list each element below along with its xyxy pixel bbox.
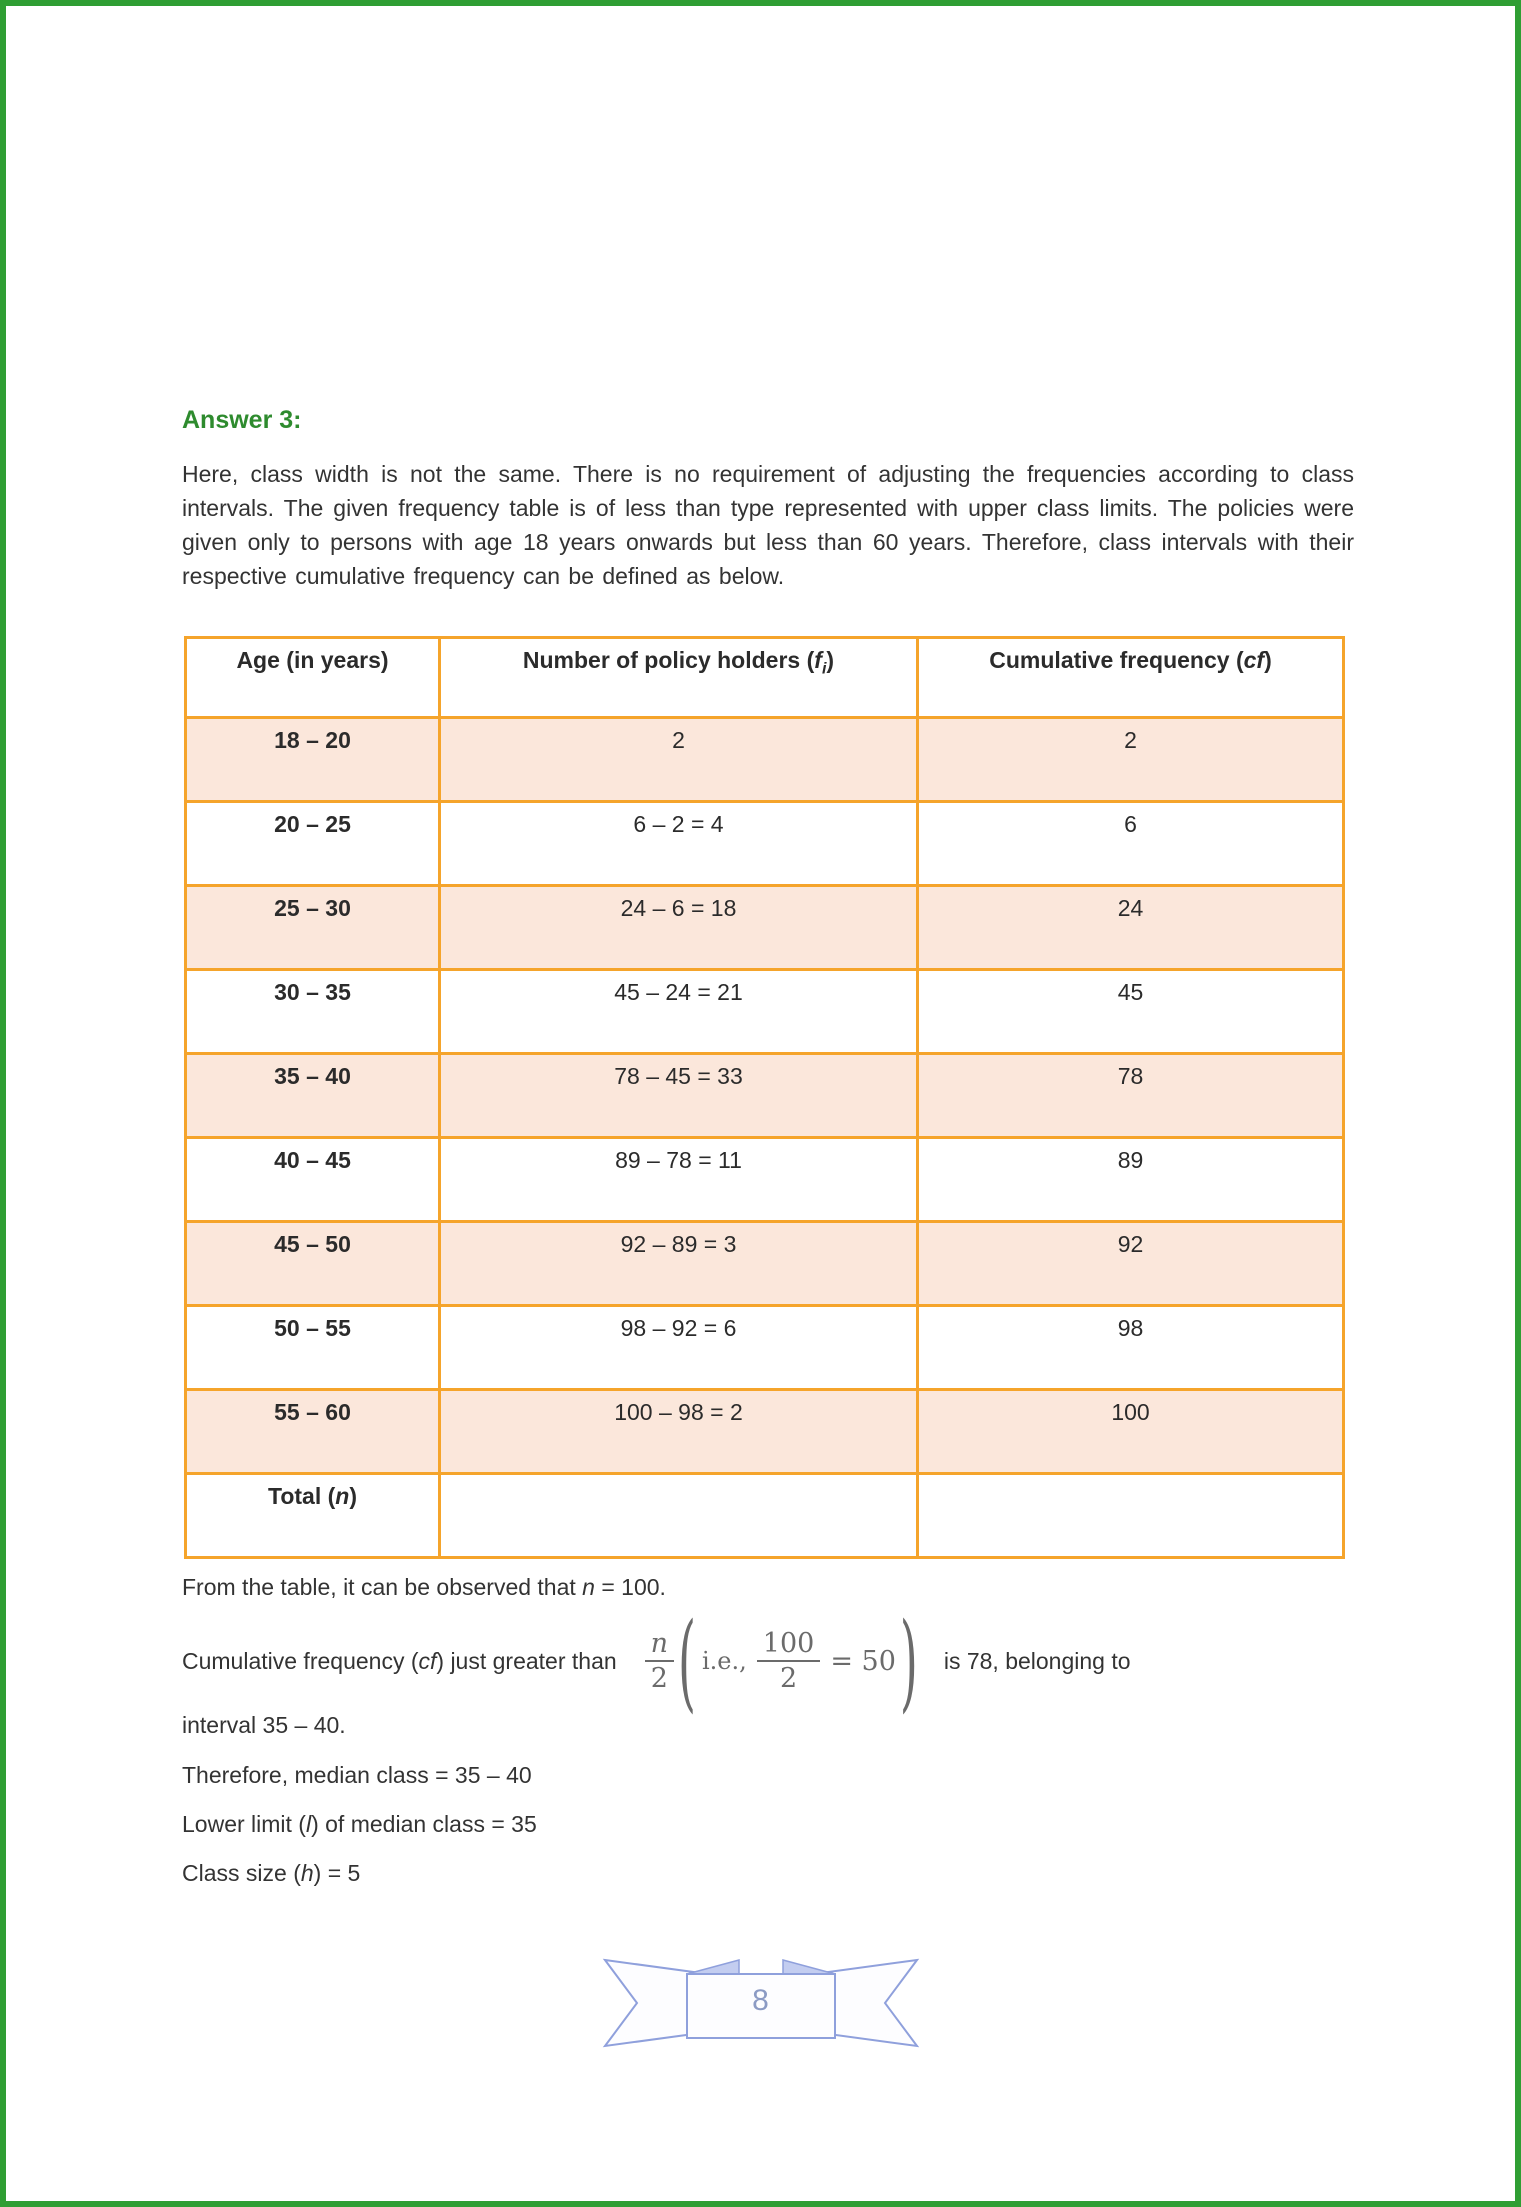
age-cell: 50 – 55 [186, 1306, 440, 1390]
total-cf-cell [918, 1474, 1344, 1558]
table-total-row [186, 1474, 1344, 1558]
age-cell: 18 – 20 [186, 718, 440, 802]
table-header-row [186, 638, 1344, 718]
table-row [186, 1306, 1344, 1390]
cf-sentence-row [182, 1598, 1372, 1724]
frequency-cell: 98 – 92 = 6 [440, 1306, 918, 1390]
cf-sentence-prefix: Cumulative frequency (cf) just greater than [182, 1647, 617, 1674]
frequency-cell: 24 – 6 = 18 [440, 886, 918, 970]
ie-label: i.e., [702, 1647, 747, 1675]
class-size-line: Class size (h) = 5 [182, 1860, 361, 1886]
frequency-cell: 100 – 98 = 2 [440, 1390, 918, 1474]
observation-line: From the table, it can be observed that n = 100. [182, 1574, 666, 1600]
frequency-cell: 2 [440, 718, 918, 802]
table-row [186, 1222, 1344, 1306]
header-cumulative-frequency: Cumulative frequency (cf) [918, 638, 1344, 718]
fraction-n-2 [645, 1628, 674, 1694]
cf-cell: 92 [918, 1222, 1344, 1306]
cumulative-frequency-table [184, 636, 1345, 1559]
header-policy-holders: Number of policy holders $(f_i)$ [440, 638, 918, 718]
age-cell: 40 – 45 [186, 1138, 440, 1222]
fraction-denominator: 2 [650, 1663, 668, 1694]
age-cell: 55 – 60 [186, 1390, 440, 1474]
table-row [186, 886, 1344, 970]
frequency-cell: 6 – 2 = 4 [440, 802, 918, 886]
page-number: 8 [752, 1984, 769, 2017]
cf-cell: 89 [918, 1138, 1344, 1222]
frequency-cell: 45 – 24 = 21 [440, 970, 918, 1054]
interval-line: interval 35 – 40. [182, 1712, 346, 1738]
frequency-cell: 89 – 78 = 11 [440, 1138, 918, 1222]
fraction-numerator: n [645, 1628, 674, 1662]
cf-cell: 78 [918, 1054, 1344, 1138]
total-frequency-cell [440, 1474, 918, 1558]
table-row [186, 718, 1344, 802]
age-cell: 25 – 30 [186, 886, 440, 970]
age-cell: 45 – 50 [186, 1222, 440, 1306]
open-paren: ( [678, 1598, 696, 1724]
fraction-numerator: 100 [757, 1628, 821, 1662]
frequency-cell: 78 – 45 = 33 [440, 1054, 918, 1138]
age-cell: 35 – 40 [186, 1054, 440, 1138]
intro-paragraph: Here, class width is not the same. There is no requirement of adjusting the frequencies according to class intervals. The given frequency table is of less than type represented with upper class limits. The policies were given only to persons with age 18 years onwards but less than 60 years. Therefore, class intervals with their respective cumulative frequency can be defined as below. [182, 461, 1354, 589]
table-row [186, 970, 1344, 1054]
cf-sentence-suffix: is 78, belonging to [943, 1647, 1131, 1674]
n-over-2-formula [645, 1598, 922, 1724]
fraction-100-2 [757, 1628, 821, 1694]
table-row [186, 1390, 1344, 1474]
equals-50: = 50 [830, 1645, 896, 1677]
cf-cell: 45 [918, 970, 1344, 1054]
answer-heading: Answer 3: [182, 406, 302, 434]
cf-cell: 24 [918, 886, 1344, 970]
lower-limit-line: Lower limit (l) of median class = 35 [182, 1811, 537, 1837]
page-number-banner [601, 1950, 921, 2050]
total-label-cell: Total (n) [186, 1474, 440, 1558]
age-cell: 20 – 25 [186, 802, 440, 886]
cf-cell: 6 [918, 802, 1344, 886]
cf-cell: 100 [918, 1390, 1344, 1474]
cf-cell: 2 [918, 718, 1344, 802]
median-class-line: Therefore, median class = 35 – 40 [182, 1762, 532, 1788]
close-paren: ) [899, 1598, 918, 1724]
table-row [186, 802, 1344, 886]
table-row [186, 1138, 1344, 1222]
fraction-denominator: 2 [779, 1663, 798, 1694]
table-row [186, 1054, 1344, 1138]
header-age: Age (in years) [186, 638, 440, 718]
age-cell: 30 – 35 [186, 970, 440, 1054]
frequency-cell: 92 – 89 = 3 [440, 1222, 918, 1306]
cf-cell: 98 [918, 1306, 1344, 1390]
